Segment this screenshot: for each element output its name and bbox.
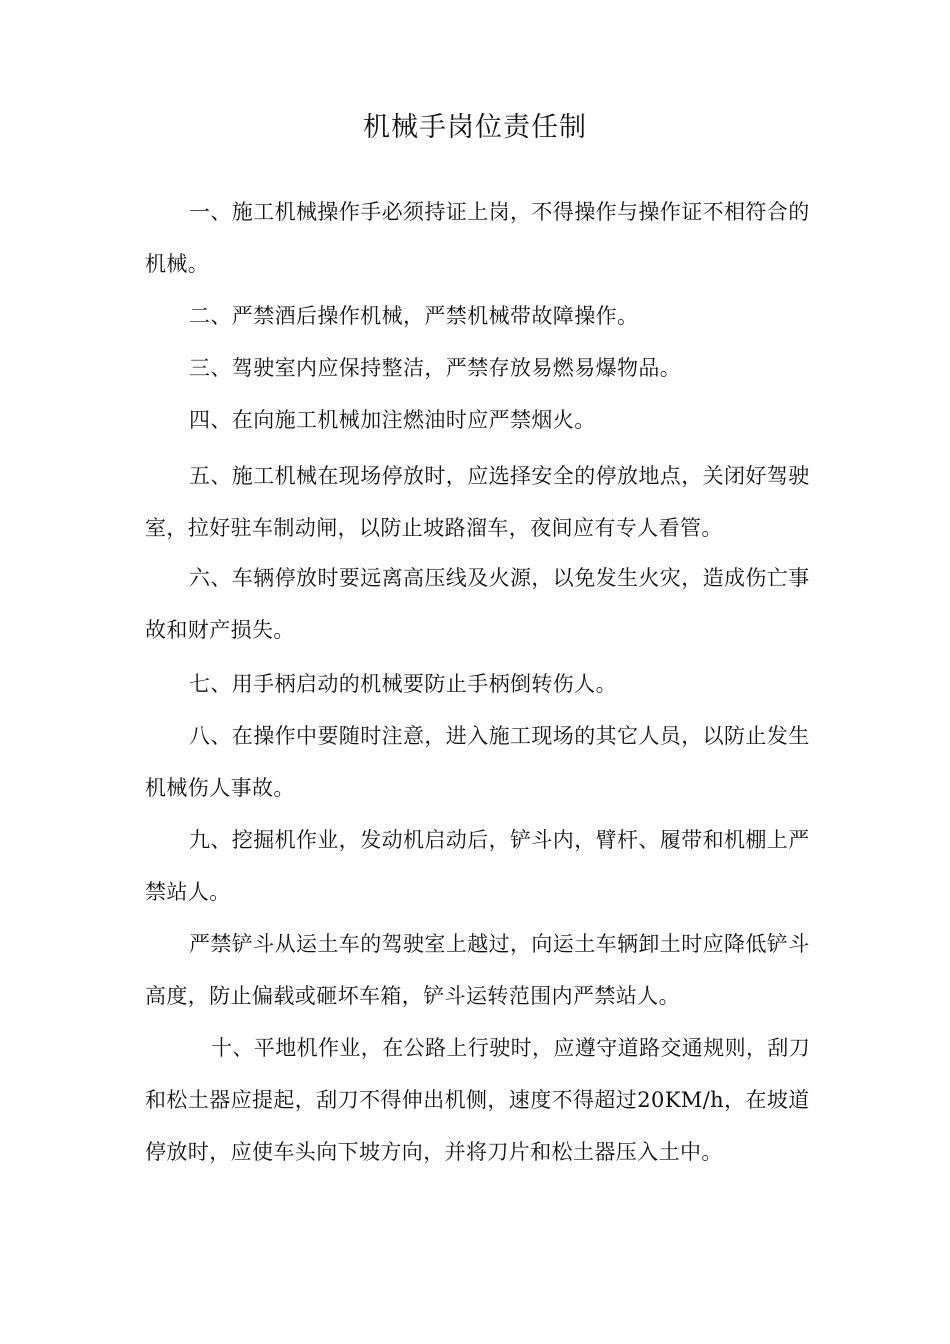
paragraph-6: 六、车辆停放时要远离高压线及火源，以免发生火灾，造成伤亡事故和财产损失。 xyxy=(145,566,810,642)
paragraph-2: 二、严禁酒后操作机械，严禁机械带故障操作。 xyxy=(189,304,639,328)
paragraph-8: 八、在操作中要随时注意，进入施工现场的其它人员，以防止发生机械伤人事故。 xyxy=(145,724,810,800)
paragraph-10: 严禁铲斗从运土车的驾驶室上越过，向运土车辆卸土时应降低铲斗高度，防止偏载或砸坏车箱，铲斗运转范围内严禁站人。 xyxy=(145,932,810,1008)
paragraph-11: 十、平地机作业，在公路上行驶时，应遵守道路交通规则，刮刀和松土器应提起，刮刀不得伸出机侧，速度不得超过20KM/h，在坡道停放时，应使车头向下坡方向，并将刀片和松土器压入土中。 xyxy=(145,1036,811,1164)
page-title: 机械手岗位责任制 xyxy=(363,112,587,143)
paragraph-5: 五、施工机械在现场停放时，应选择安全的停放地点，关闭好驾驶室，拉好驻车制动闸，以防止坡路溜车，夜间应有专人看管。 xyxy=(145,464,810,540)
paragraph-7: 七、用手柄启动的机械要防止手柄倒转伤人。 xyxy=(189,672,617,696)
paragraph-9: 九、挖掘机作业，发动机启动后，铲斗内，臂杆、履带和机棚上严禁站人。 xyxy=(145,828,810,904)
paragraph-3: 三、驾驶室内应保持整洁，严禁存放易燃易爆物品。 xyxy=(189,356,682,380)
paragraph-1: 一、施工机械操作手必须持证上岗，不得操作与操作证不相符合的机械。 xyxy=(145,200,810,276)
paragraph-4: 四、在向施工机械加注燃油时应严禁烟火。 xyxy=(189,408,596,432)
